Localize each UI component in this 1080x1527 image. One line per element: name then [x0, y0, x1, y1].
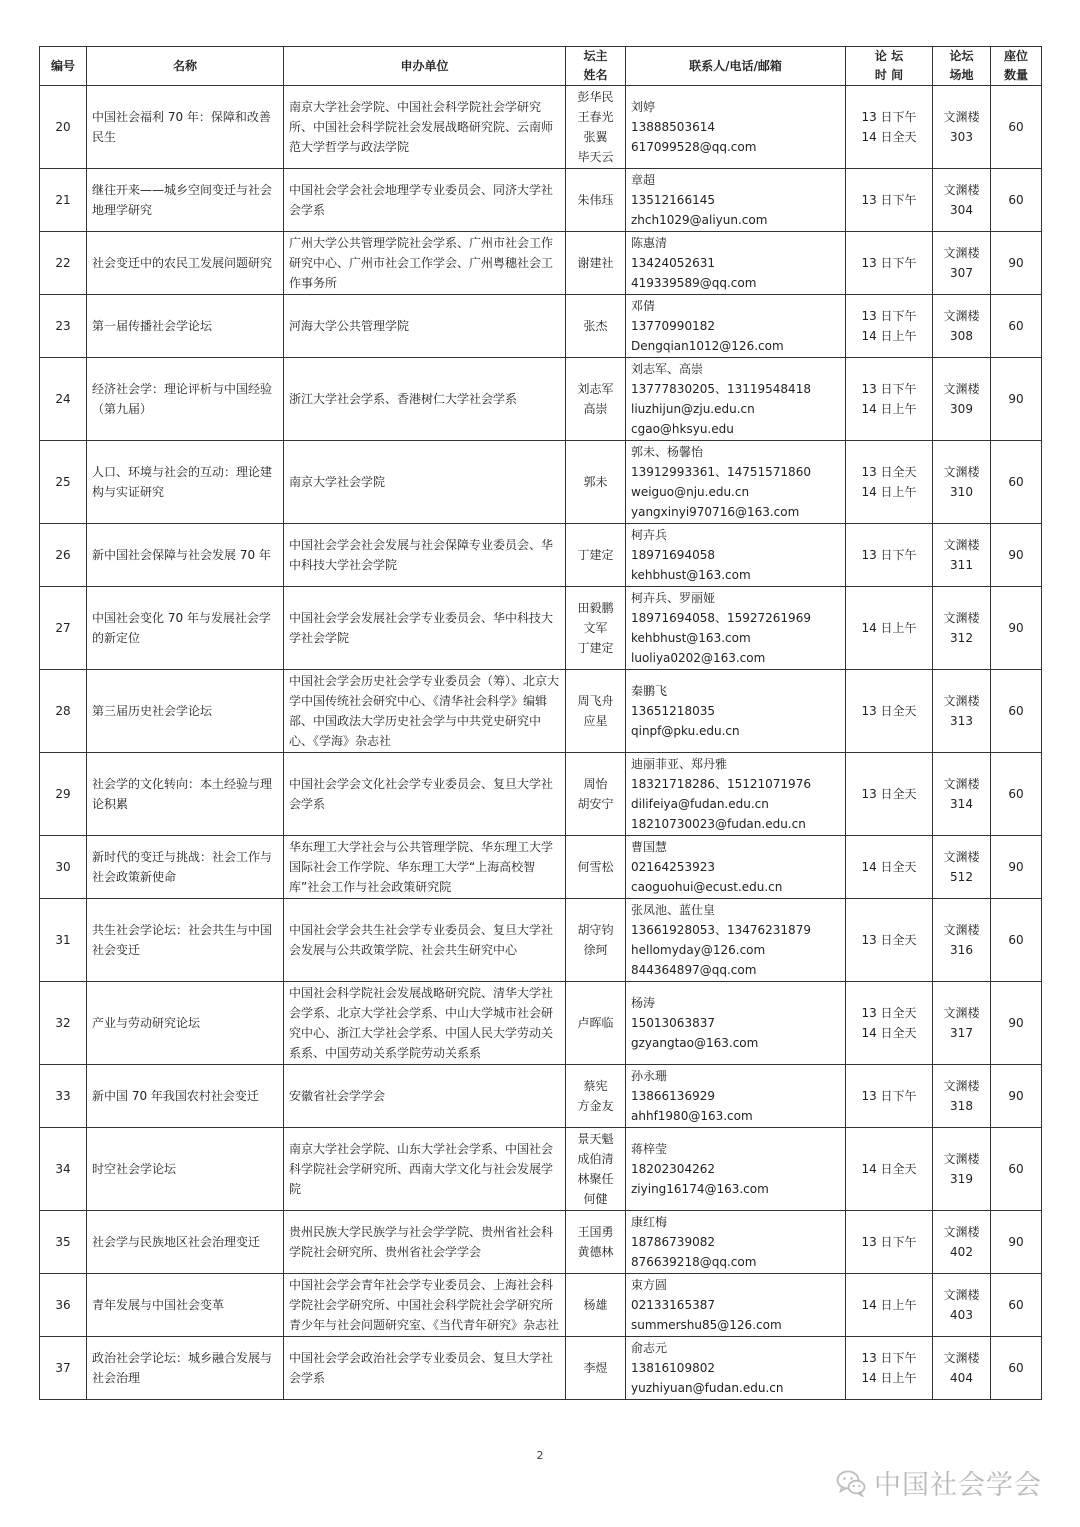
cell-organizer: 中国社会学会共生社会学专业委员会、复旦大学社会发展与公共政策学院、社会共生研究中心	[284, 899, 566, 982]
cell-time: 13 日全天 14 日上午	[846, 441, 933, 524]
cell-name: 继往开来——城乡空间变迁与社会地理学研究	[87, 169, 284, 232]
header-contact: 联系人/电话/邮箱	[626, 47, 846, 86]
cell-venue: 文渊楼 313	[933, 670, 991, 753]
cell-venue: 文渊楼 404	[933, 1337, 991, 1400]
cell-host: 杨雄	[566, 1274, 626, 1337]
cell-organizer: 贵州民族大学民族学与社会学学院、贵州省社会科学院社会研究所、贵州省社会学学会	[284, 1211, 566, 1274]
watermark-text: 中国社会学会	[874, 1470, 1042, 1501]
table-row	[40, 1337, 1042, 1400]
cell-host: 谢建社	[566, 232, 626, 295]
cell-host: 何雪松	[566, 836, 626, 899]
cell-venue: 文渊楼 309	[933, 358, 991, 441]
cell-contact: 刘婷 13888503614 617099528@qq.com	[626, 86, 846, 169]
table-row	[40, 1274, 1042, 1337]
cell-seats: 60	[991, 753, 1042, 836]
cell-seats: 60	[991, 295, 1042, 358]
table-row	[40, 441, 1042, 524]
cell-contact: 束方圆 02133165387 summershu85@126.com	[626, 1274, 846, 1337]
cell-contact: 柯卉兵 18971694058 kehbhust@163.com	[626, 524, 846, 587]
header-host: 坛主 姓名	[566, 47, 626, 86]
page-number: 2	[536, 1449, 544, 1462]
cell-time: 13 日全天 14 日全天	[846, 982, 933, 1065]
cell-name: 新中国 70 年我国农村社会变迁	[87, 1065, 284, 1128]
watermark	[836, 1463, 1042, 1502]
cell-name: 政治社会学论坛：城乡融合发展与社会治理	[87, 1337, 284, 1400]
cell-no: 35	[40, 1211, 87, 1274]
cell-venue: 文渊楼 310	[933, 441, 991, 524]
cell-venue: 文渊楼 312	[933, 587, 991, 670]
cell-host: 刘志军 高崇	[566, 358, 626, 441]
table-row	[40, 753, 1042, 836]
cell-time: 13 日全天	[846, 899, 933, 982]
cell-no: 20	[40, 86, 87, 169]
cell-organizer: 中国社会学会政治社会学专业委员会、复旦大学社会学系	[284, 1337, 566, 1400]
cell-host: 田毅鹏 文军 丁建定	[566, 587, 626, 670]
cell-host: 丁建定	[566, 524, 626, 587]
cell-organizer: 华东理工大学社会与公共管理学院、华东理工大学国际社会工作学院、华东理工大学“上海高校智库”社会工作与社会政策研究院	[284, 836, 566, 899]
cell-no: 31	[40, 899, 87, 982]
cell-no: 28	[40, 670, 87, 753]
cell-venue: 文渊楼 318	[933, 1065, 991, 1128]
cell-contact: 秦鹏飞 13651218035 qinpf@pku.edu.cn	[626, 670, 846, 753]
cell-contact: 杨涛 15013063837 gzyangtao@163.com	[626, 982, 846, 1065]
cell-venue: 文渊楼 403	[933, 1274, 991, 1337]
cell-contact: 柯卉兵、罗丽娅 18971694058、15927261969 kehbhust@163.com luoliya0202@163.com	[626, 587, 846, 670]
table-header-row	[40, 47, 1042, 86]
cell-time: 14 日全天	[846, 1128, 933, 1211]
cell-host: 张杰	[566, 295, 626, 358]
table-row	[40, 982, 1042, 1065]
header-time: 论 坛 时 间	[846, 47, 933, 86]
cell-no: 25	[40, 441, 87, 524]
cell-organizer: 南京大学社会学院	[284, 441, 566, 524]
cell-no: 24	[40, 358, 87, 441]
table-row	[40, 836, 1042, 899]
cell-name: 中国社会福利 70 年：保障和改善民生	[87, 86, 284, 169]
cell-organizer: 中国社会学会历史社会学专业委员会（筹）、北京大学中国传统社会研究中心、《清华社会科学》编辑部、中国政法大学历史社会学与中共党史研究中心、《学海》杂志社	[284, 670, 566, 753]
cell-no: 30	[40, 836, 87, 899]
cell-no: 22	[40, 232, 87, 295]
cell-organizer: 中国社会学会社会地理学专业委员会、同济大学社会学系	[284, 169, 566, 232]
cell-time: 14 日全天	[846, 836, 933, 899]
cell-organizer: 中国社会学会发展社会学专业委员会、华中科技大学社会学院	[284, 587, 566, 670]
cell-name: 社会学与民族地区社会治理变迁	[87, 1211, 284, 1274]
cell-venue: 文渊楼 319	[933, 1128, 991, 1211]
wechat-icon	[836, 1469, 866, 1497]
cell-seats: 60	[991, 1337, 1042, 1400]
cell-venue: 文渊楼 307	[933, 232, 991, 295]
cell-time: 13 日下午 14 日上午	[846, 1337, 933, 1400]
cell-seats: 90	[991, 587, 1042, 670]
cell-host: 彭华民 王春光 张翼 毕天云	[566, 86, 626, 169]
cell-name: 人口、环境与社会的互动：理论建构与实证研究	[87, 441, 284, 524]
cell-name: 第三届历史社会学论坛	[87, 670, 284, 753]
cell-seats: 60	[991, 899, 1042, 982]
cell-name: 共生社会学论坛：社会共生与中国社会变迁	[87, 899, 284, 982]
cell-organizer: 浙江大学社会学系、香港树仁大学社会学系	[284, 358, 566, 441]
cell-venue: 文渊楼 314	[933, 753, 991, 836]
cell-venue: 文渊楼 316	[933, 899, 991, 982]
header-organizer: 申办单位	[284, 47, 566, 86]
cell-name: 第一届传播社会学论坛	[87, 295, 284, 358]
cell-venue: 文渊楼 402	[933, 1211, 991, 1274]
cell-host: 胡守钧 徐珂	[566, 899, 626, 982]
cell-time: 13 日下午	[846, 169, 933, 232]
cell-organizer: 安徽省社会学学会	[284, 1065, 566, 1128]
cell-name: 中国社会变化 70 年与发展社会学的新定位	[87, 587, 284, 670]
cell-organizer: 南京大学社会学院、中国社会科学院社会学研究所、中国社会科学院社会发展战略研究院、云南师范大学哲学与政法学院	[284, 86, 566, 169]
cell-name: 时空社会学论坛	[87, 1128, 284, 1211]
cell-time: 13 日全天	[846, 670, 933, 753]
cell-name: 社会变迁中的农民工发展问题研究	[87, 232, 284, 295]
cell-contact: 刘志军、高崇 13777830205、13119548418 liuzhijun@zju.edu.cn cgao@hksyu.edu	[626, 358, 846, 441]
cell-host: 李煜	[566, 1337, 626, 1400]
cell-no: 33	[40, 1065, 87, 1128]
cell-name: 产业与劳动研究论坛	[87, 982, 284, 1065]
cell-contact: 迪丽菲亚、郑丹雅 18321718286、15121071976 dilifeiya@fudan.edu.cn 18210730023@fudan.edu.cn	[626, 753, 846, 836]
cell-seats: 90	[991, 1211, 1042, 1274]
cell-venue: 文渊楼 308	[933, 295, 991, 358]
cell-venue: 文渊楼 303	[933, 86, 991, 169]
cell-seats: 90	[991, 524, 1042, 587]
cell-organizer: 南京大学社会学院、山东大学社会学系、中国社会科学院社会学研究所、西南大学文化与社会发展学院	[284, 1128, 566, 1211]
table-row	[40, 86, 1042, 169]
cell-seats: 90	[991, 1065, 1042, 1128]
cell-contact: 邓倩 13770990182 Dengqian1012@126.com	[626, 295, 846, 358]
cell-contact: 曹国慧 02164253923 caoguohui@ecust.edu.cn	[626, 836, 846, 899]
cell-host: 景天魁 成伯清 林聚任 何健	[566, 1128, 626, 1211]
cell-host: 周飞舟 应星	[566, 670, 626, 753]
cell-no: 34	[40, 1128, 87, 1211]
cell-organizer: 中国社会学会文化社会学专业委员会、复旦大学社会学系	[284, 753, 566, 836]
cell-name: 新中国社会保障与社会发展 70 年	[87, 524, 284, 587]
cell-host: 周怡 胡安宁	[566, 753, 626, 836]
table-row	[40, 295, 1042, 358]
cell-name: 新时代的变迁与挑战：社会工作与社会政策新使命	[87, 836, 284, 899]
cell-contact: 章超 13512166145 zhch1029@aliyun.com	[626, 169, 846, 232]
table-row	[40, 169, 1042, 232]
cell-contact: 康红梅 18786739082 876639218@qq.com	[626, 1211, 846, 1274]
table-row	[40, 232, 1042, 295]
cell-no: 37	[40, 1337, 87, 1400]
cell-venue: 文渊楼 311	[933, 524, 991, 587]
cell-time: 13 日下午	[846, 1211, 933, 1274]
cell-venue: 文渊楼 317	[933, 982, 991, 1065]
cell-time: 13 日下午 14 日上午	[846, 295, 933, 358]
cell-host: 郭未	[566, 441, 626, 524]
cell-venue: 文渊楼 304	[933, 169, 991, 232]
cell-no: 26	[40, 524, 87, 587]
table-row	[40, 587, 1042, 670]
cell-seats: 90	[991, 982, 1042, 1065]
header-venue: 论坛 场地	[933, 47, 991, 86]
header-seats: 座位 数量	[991, 47, 1042, 86]
cell-seats: 60	[991, 670, 1042, 753]
header-no: 编号	[40, 47, 87, 86]
cell-time: 13 日下午	[846, 232, 933, 295]
cell-seats: 90	[991, 836, 1042, 899]
table-row	[40, 899, 1042, 982]
cell-time: 14 日上午	[846, 1274, 933, 1337]
table-row	[40, 1211, 1042, 1274]
cell-contact: 郭未、杨馨怡 13912993361、14751571860 weiguo@nju.edu.cn yangxinyi970716@163.com	[626, 441, 846, 524]
cell-no: 29	[40, 753, 87, 836]
cell-contact: 俞志元 13816109802 yuzhiyuan@fudan.edu.cn	[626, 1337, 846, 1400]
cell-host: 蔡宪 方金友	[566, 1065, 626, 1128]
cell-contact: 孙永珊 13866136929 ahhf1980@163.com	[626, 1065, 846, 1128]
cell-no: 32	[40, 982, 87, 1065]
cell-seats: 60	[991, 441, 1042, 524]
cell-time: 13 日下午	[846, 1065, 933, 1128]
table-row	[40, 1128, 1042, 1211]
cell-no: 36	[40, 1274, 87, 1337]
table-row	[40, 524, 1042, 587]
cell-contact: 陈惠清 13424052631 419339589@qq.com	[626, 232, 846, 295]
table-row	[40, 358, 1042, 441]
cell-organizer: 中国社会学会社会发展与社会保障专业委员会、华中科技大学社会学院	[284, 524, 566, 587]
cell-time: 13 日下午 14 日全天	[846, 86, 933, 169]
table-row	[40, 1065, 1042, 1128]
cell-no: 27	[40, 587, 87, 670]
cell-contact: 蒋梓莹 18202304262 ziying16174@163.com	[626, 1128, 846, 1211]
cell-organizer: 中国社会科学院社会发展战略研究院、清华大学社会学系、北京大学社会学系、中山大学城市社会研究中心、浙江大学社会学系、中国人民大学劳动关系系、中国劳动关系学院劳动关系系	[284, 982, 566, 1065]
forum-schedule-table	[39, 46, 1042, 1400]
cell-seats: 60	[991, 1128, 1042, 1211]
cell-organizer: 中国社会学会青年社会学专业委员会、上海社会科学院社会学研究所、中国社会科学院社会学研究所青少年与社会问题研究室、《当代青年研究》杂志社	[284, 1274, 566, 1337]
table-body	[40, 86, 1042, 1400]
cell-host: 卢晖临	[566, 982, 626, 1065]
cell-seats: 60	[991, 169, 1042, 232]
cell-organizer: 河海大学公共管理学院	[284, 295, 566, 358]
header-name: 名称	[87, 47, 284, 86]
cell-contact: 张凤池、蓝仕皇 13661928053、13476231879 hellomyday@126.com 844364897@qq.com	[626, 899, 846, 982]
cell-name: 青年发展与中国社会变革	[87, 1274, 284, 1337]
cell-seats: 60	[991, 86, 1042, 169]
cell-host: 王国勇 黄德林	[566, 1211, 626, 1274]
cell-no: 23	[40, 295, 87, 358]
cell-seats: 60	[991, 1274, 1042, 1337]
cell-name: 社会学的文化转向：本土经验与理论积累	[87, 753, 284, 836]
cell-time: 13 日全天	[846, 753, 933, 836]
cell-host: 朱伟珏	[566, 169, 626, 232]
cell-time: 14 日上午	[846, 587, 933, 670]
cell-time: 13 日下午 14 日上午	[846, 358, 933, 441]
cell-venue: 文渊楼 512	[933, 836, 991, 899]
cell-time: 13 日下午	[846, 524, 933, 587]
cell-organizer: 广州大学公共管理学院社会学系、广州市社会工作研究中心、广州市社会工作学会、广州粤穗社会工作事务所	[284, 232, 566, 295]
cell-name: 经济社会学：理论评析与中国经验（第九届）	[87, 358, 284, 441]
table-row	[40, 670, 1042, 753]
cell-seats: 90	[991, 358, 1042, 441]
cell-seats: 90	[991, 232, 1042, 295]
cell-no: 21	[40, 169, 87, 232]
